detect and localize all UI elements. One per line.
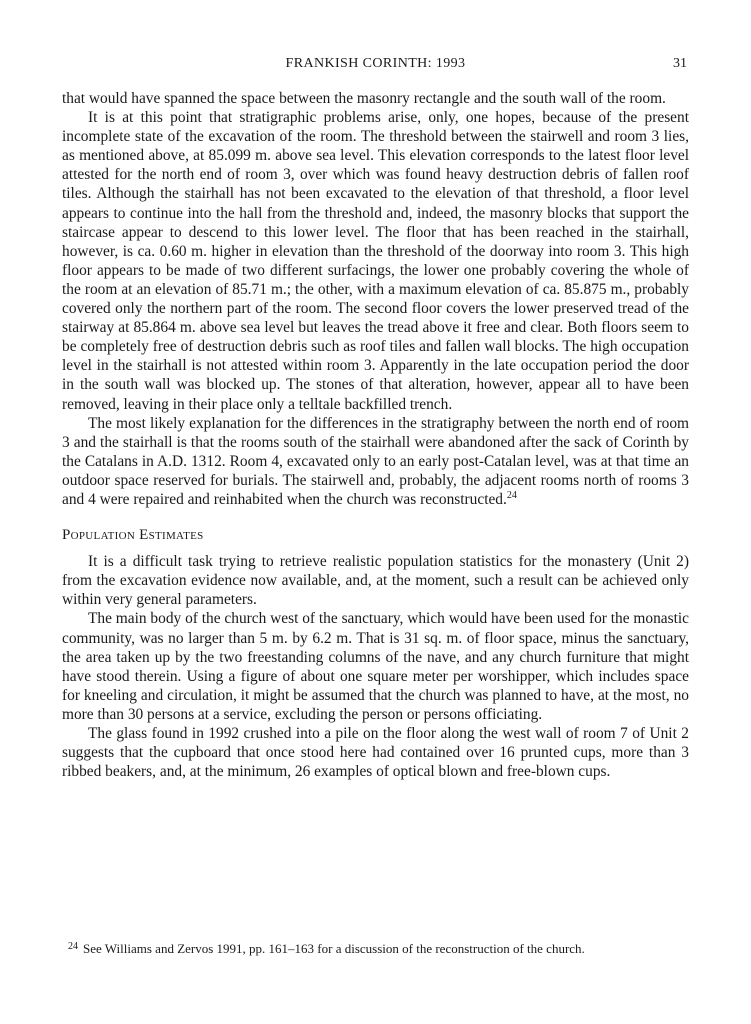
paragraph-population-intro: It is a difficult task trying to retrieve realistic population statistics for the monastery (Unit 2) from the excavation evidence now available, and, at the moment, such a result can be achieved only within very general parameters. — [62, 553, 689, 609]
running-title: FRANKISH CORINTH: 1993 — [285, 56, 466, 71]
paragraph-continuation: that would have spanned the space between the masonry rectangle and the south wall of the room. — [62, 90, 666, 107]
body-text — [62, 89, 689, 781]
paragraph-church-size: The main body of the church west of the sanctuary, which would have been used for the monastic community, was no larger than 5 m. by 6.2 m. That is 31 sq. m. of floor space, minus the sanctuary, the area taken up by the two freestanding columns of the nave, and any church furniture that might have stood therein. Using a figure of about one square meter per worshipper, which includes space for kneeling and circulation, it might be assumed that the church was planned to have, at the most, no more than 30 persons at a service, excluding the person or persons officiating. — [62, 610, 689, 723]
section-heading: Population Estimates — [62, 527, 204, 544]
running-head — [0, 56, 751, 76]
footnote-text: See Williams and Zervos 1991, pp. 161–163 for a discussion of the reconstruction of the church. — [83, 941, 585, 956]
paragraph-explanation — [62, 414, 689, 509]
footnote — [62, 939, 689, 957]
footnote-number: 24 — [68, 941, 78, 952]
paragraph-explanation-text: The most likely explanation for the differences in the stratigraphy between the north end of room 3 and the stairhall is that the rooms south of the stairhall were abandoned after the sack of Corinth by the Catalans in A.D. 1312. Room 4, excavated only to an early post-Catalan level, was at that time an outdoor space reserved for burials. The stairwell and, probably, the adjacent rooms north of rooms 3 and 4 were repaired and reinhabited when the church was reconstructed. — [62, 414, 689, 508]
paragraph-glass: The glass found in 1992 crushed into a pile on the floor along the west wall of room 7 of Unit 2 suggests that the cupboard that once stood here had contained over 16 prunted cups, more than 3 ribbed beakers, and, at the minimum, 26 examples of optical blown and free-blown cups. — [62, 725, 689, 781]
footnote-reference[interactable]: 24 — [506, 489, 517, 501]
page-number: 31 — [673, 56, 687, 71]
paragraph-stratigraphy: It is at this point that stratigraphic problems arise, only, one hopes, because of the present incomplete state of the excavation of the room. The threshold between the stairwell and room 3 lies, as mentioned above, at 85.099 m. above sea level. This elevation corresponds to the latest floor level attested for the north end of room 3, over which was found heavy destruction debris of fallen roof tiles. Although the stairhall has not been excavated to the elevation of that threshold, a floor level appears to continue into the hall from the threshold and, indeed, the masonry blocks that support the staircase appear to descend to this lower level. The floor that has been reached in the stairhall, however, is ca. 0.60 m. higher in elevation than the threshold of the doorway into room 3. This high floor appears to be made of two different surfacings, the lower one probably covering the whole of the room at an elevation of 85.71 m.; the other, with a maximum elevation of ca. 85.875 m., probably covered only the northern part of the room. The second floor covers the lower preserved tread of the stairway at 85.864 m. above sea level but leaves the tread above it free and clear. Both floors seem to be completely free of destruction debris such as roof tiles and fallen wall blocks. The high occupation level in the stairhall is not attested within room 3. Apparently in the late occupation period the door in the south wall was blocked up. The stones of that alteration, however, appear all to have been removed, leaving in their place only a telltale backfilled trench. — [62, 109, 689, 413]
